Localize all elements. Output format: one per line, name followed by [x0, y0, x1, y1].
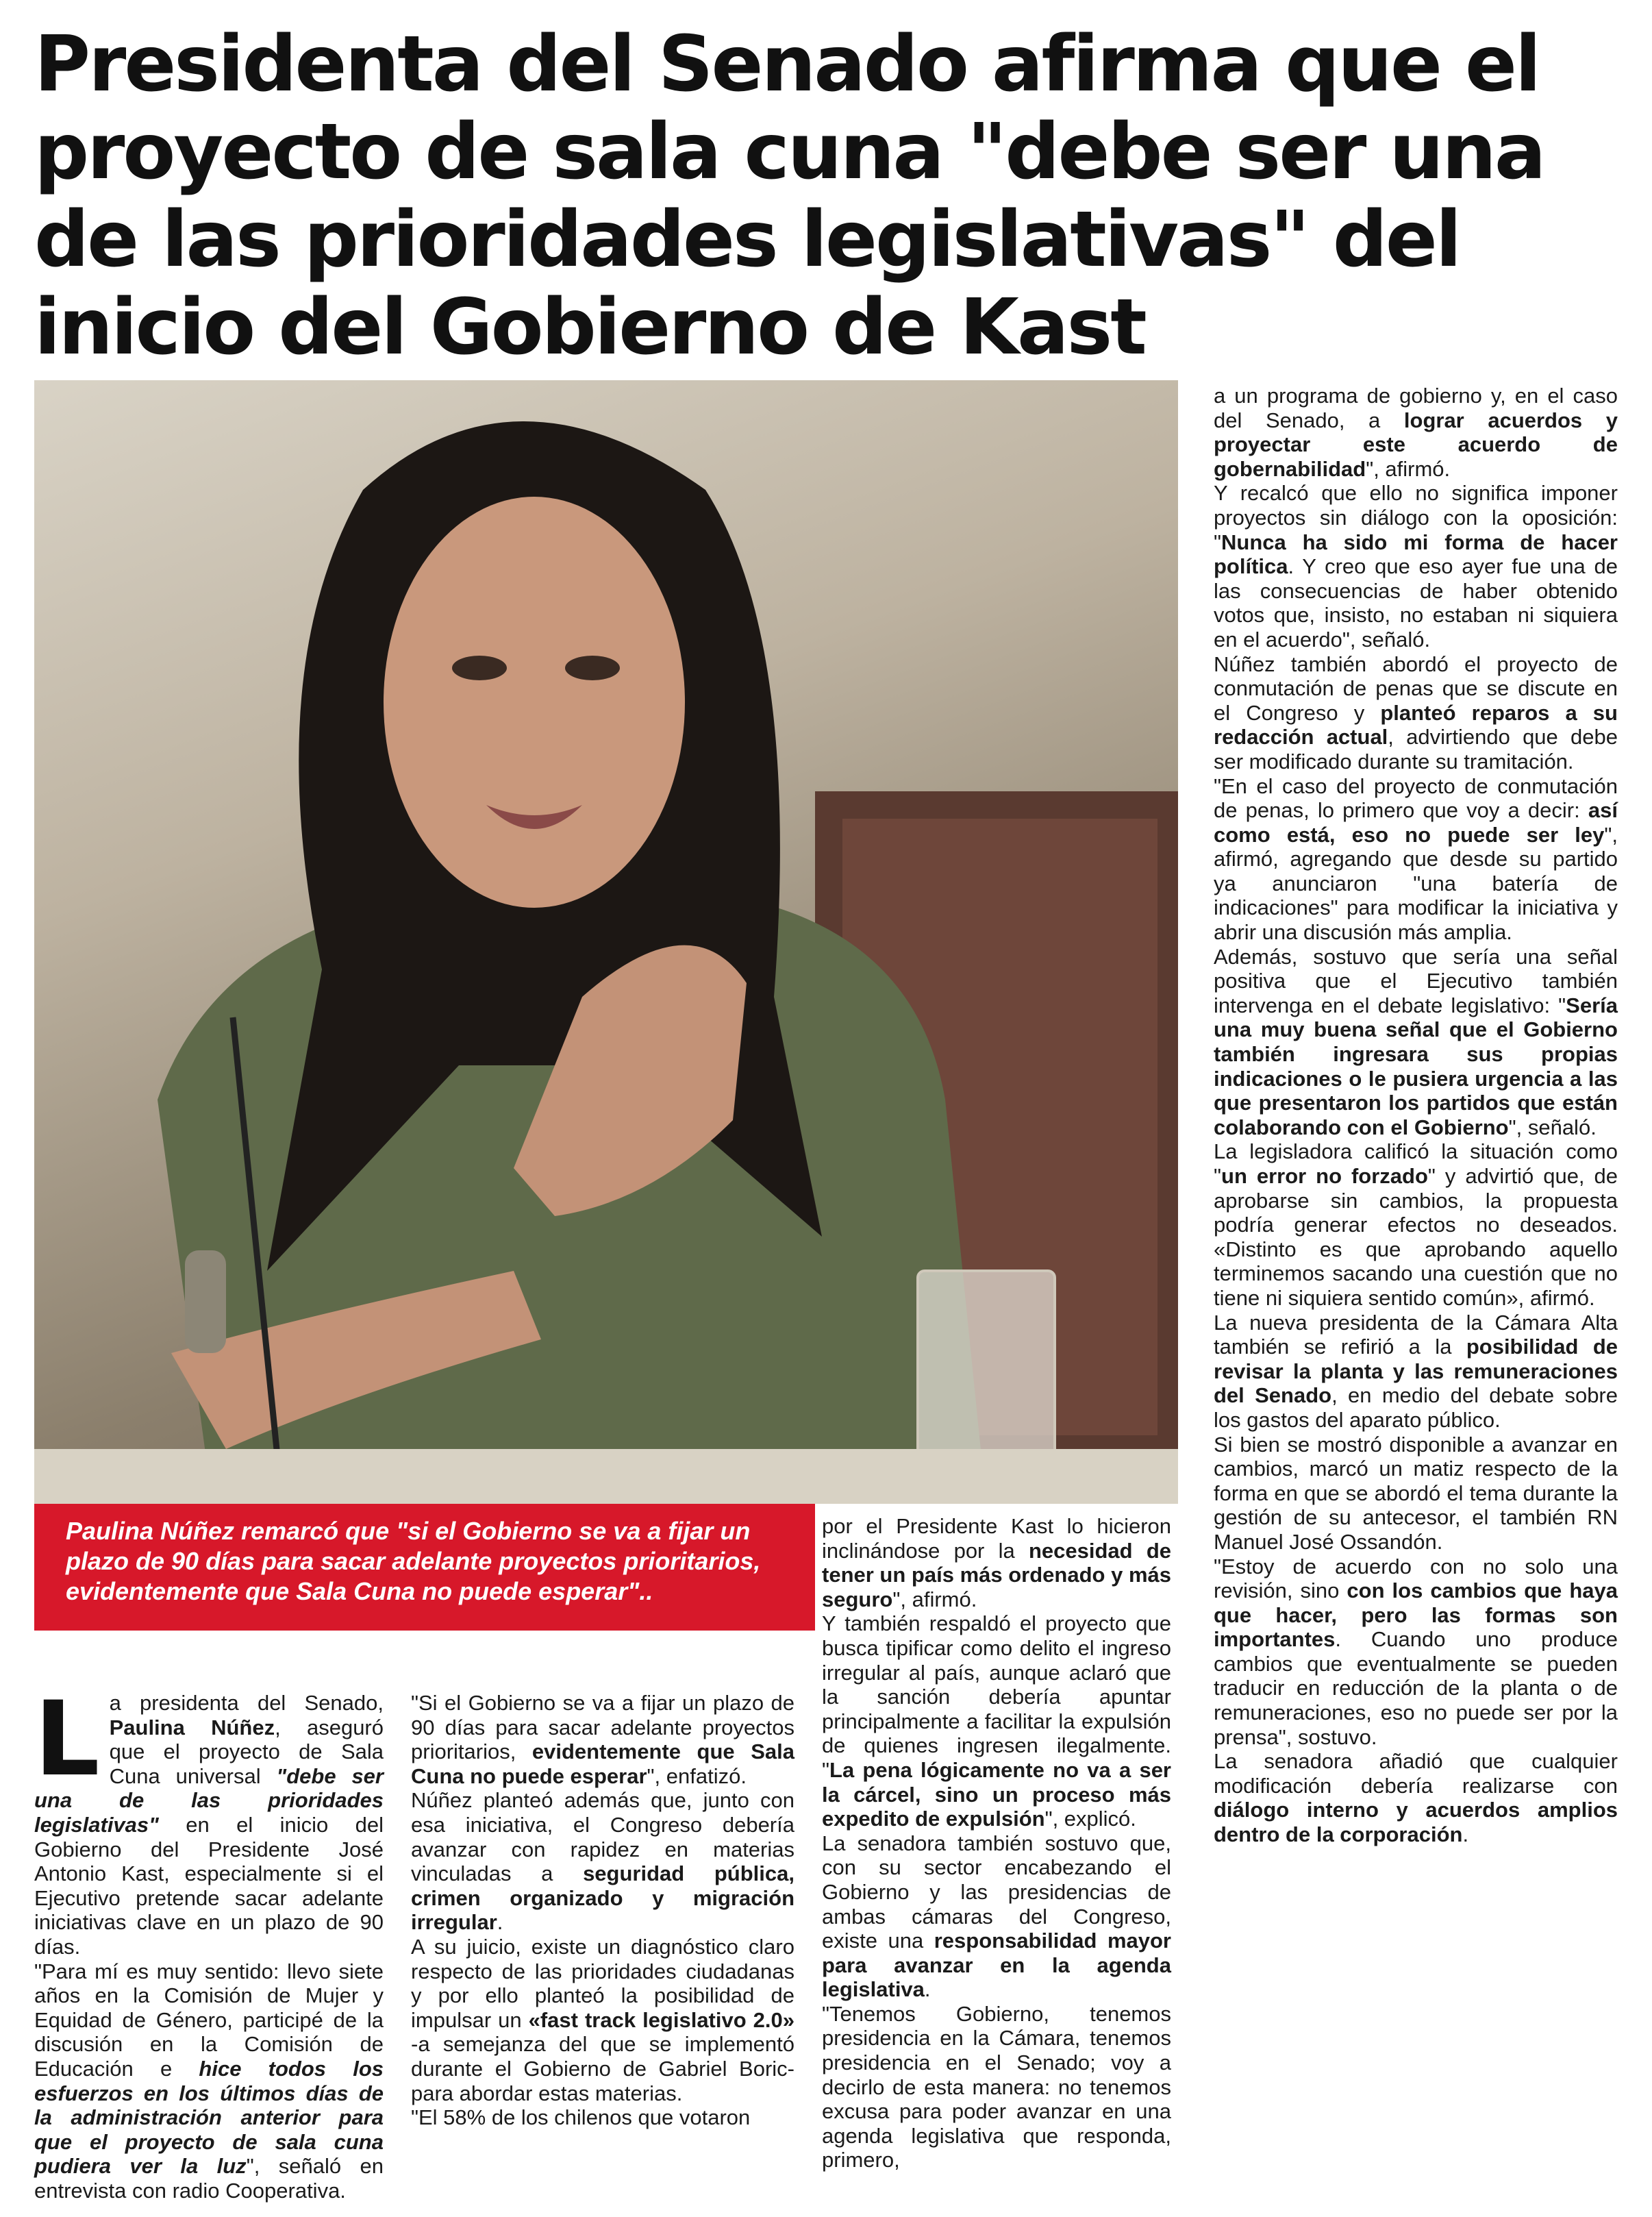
- emphasis-text: «fast track legislativo 2.0»: [528, 2007, 794, 2032]
- paragraph: [822, 1831, 1171, 2002]
- paragraph: [411, 1691, 794, 1788]
- body-text: , advirtiendo que debe ser modificado durante su tramitación.: [1214, 725, 1618, 773]
- paragraph: [1214, 945, 1618, 1140]
- left-eye: [452, 656, 507, 680]
- body-text: a presidenta del Senado,: [109, 1691, 384, 1715]
- body-text: " y advirtió que, de aprobarse sin cambios, la propuesta podría generar efectos no deseados. «Distinto es que aprobando aquello terminemos sacando una cuestión que no tiene ni siquiera sentido común», afirmó.: [1214, 1164, 1618, 1310]
- emphasis-text: así como está, eso no puede ser ley: [1214, 798, 1618, 847]
- paragraph: [1214, 1555, 1618, 1750]
- body-text: .: [1462, 1822, 1469, 1847]
- paragraph: [34, 1959, 384, 2203]
- emphasis-text: responsabilidad mayor para avanzar en la agenda legislativa: [822, 1929, 1171, 2002]
- column-2-text: [411, 1691, 794, 2130]
- right-eye: [565, 656, 620, 680]
- body-text: "Tenemos Gobierno, tenemos presidencia en la Cámara, tenemos presidencia en el Senado; voy a decirlo de esta manera: no tenemos excusa para poder avanzar en una agenda legislativa que responda, primero,: [822, 2001, 1171, 2172]
- emphasis-text: planteó reparos a su redacción actual: [1214, 700, 1618, 750]
- emphasis-text: Paulina Núñez: [109, 1715, 275, 1739]
- paragraph: [822, 1514, 1171, 1611]
- emphasis-text: seguridad pública, crimen organizado y migración irregular: [411, 1861, 794, 1935]
- body-text: Y recalcó que ello no significa imponer proyectos sin diálogo con la oposición: ": [1214, 481, 1618, 554]
- body-text: La nueva presidenta de la Cámara Alta también se refirió a la: [1214, 1310, 1618, 1359]
- body-text: La legisladora calificó la situación como ": [1214, 1139, 1618, 1188]
- body-text: Núñez también abordó el proyecto de conmutación de penas que se discute en el Congreso y: [1214, 652, 1618, 725]
- article-column-3: [822, 1514, 1171, 2172]
- water-glass: [918, 1271, 1055, 1476]
- emphasis-text: diálogo interno y acuerdos amplios dentro de la corporación: [1214, 1798, 1618, 1847]
- senator-photo: [34, 380, 1178, 1504]
- column-4-text: [1214, 384, 1618, 1847]
- body-text: ", afirmó, agregando que desde su partido ya anunciaron "una batería de indicaciones" para modificar la iniciativa y abrir una discusión más amplia.: [1214, 822, 1618, 945]
- emphasis-text: La pena lógicamente no va a ser la cárcel, sino un proceso más expedito de expulsión: [822, 1757, 1171, 1831]
- article-column-4: [1214, 384, 1618, 1847]
- body-text: .: [924, 1977, 931, 2002]
- body-text: ", enfatizó.: [647, 1763, 747, 1788]
- body-text: Núñez planteó además que, junto con esa iniciativa, el Congreso debería avanzar con rapidez en materias vinculadas a: [411, 1788, 794, 1886]
- body-text: A su juicio, existe un diagnóstico claro respecto de las prioridades ciudadanas y por ello planteó la posibilidad de impulsar un: [411, 1934, 794, 2032]
- emphasis-text: "debe ser una de las prioridades legislativas": [34, 1763, 384, 1837]
- emphasis-text: con los cambios que haya que hacer, pero las formas son importantes: [1214, 1578, 1618, 1652]
- paragraph: [1214, 1139, 1618, 1310]
- body-text: ", señaló.: [1508, 1115, 1597, 1139]
- body-text: ", señaló en entrevista con radio Cooperativa.: [34, 2154, 384, 2203]
- headline: Presidenta del Senado afirma que el proyecto de sala cuna "debe ser una de las prioridades legislativas" del inicio del Gobierno de Kast: [34, 20, 1544, 372]
- body-text: ", afirmó.: [892, 1587, 977, 1611]
- body-text: La senadora también sostuvo que, con su sector encabezando el Gobierno y las presidencias de ambas cámaras del Congreso, existe una: [822, 1831, 1171, 1953]
- body-text: . Cuando uno produce cambios que eventualmente se pueden traducir en reducción de la planta o de remuneraciones, eso no puede ser por la prensa", sostuvo.: [1214, 1627, 1618, 1749]
- body-text: ", afirmó.: [1366, 456, 1451, 481]
- emphasis-text: evidentemente que Sala Cuna no puede esperar: [411, 1739, 795, 1788]
- desk: [34, 1449, 1178, 1504]
- article-column-1: [34, 1680, 384, 2203]
- body-text: Y también respaldó el proyecto que busca tipificar como delito el ingreso irregular al país, aunque aclaró que la sanción debería apuntar principalmente a facilitar la expulsión de quienes ingresen ilegalmente. ": [822, 1611, 1171, 1782]
- paragraph: [1214, 1749, 1618, 1846]
- emphasis-text: hice todos los esfuerzos en los últimos días de la administración anterior para que el proyecto de sala cuna pudiera ver la luz: [34, 2056, 384, 2179]
- body-text: La senadora añadió que cualquier modificación debería realizarse con: [1214, 1749, 1618, 1798]
- paragraph: [411, 1788, 794, 1935]
- paragraph: [1214, 1311, 1618, 1433]
- paragraph: [1214, 652, 1618, 774]
- body-text: Además, sostuvo que sería una señal positiva que el Ejecutivo también intervenga en el debate legislativo: ": [1214, 944, 1618, 1017]
- paragraph: [822, 1611, 1171, 1831]
- body-text: "Estoy de acuerdo con no solo una revisión, sino: [1214, 1554, 1618, 1603]
- paragraph: [822, 2002, 1171, 2172]
- body-text: a un programa de gobierno y, en el caso del Senado, a: [1214, 384, 1618, 432]
- drop-cap: L: [34, 1680, 100, 1799]
- body-text: .: [497, 1910, 503, 1935]
- column-3-text: [822, 1514, 1171, 2172]
- senator-photo-illustration: [34, 380, 1178, 1504]
- body-text: en el inicio del Gobierno del Presidente José Antonio Kast, especialmente si el Ejecutivo pretende sacar adelante iniciativas clave en un plazo de 90 días.: [34, 1812, 384, 1959]
- body-text: "En el caso del proyecto de conmutación de penas, lo primero que voy a decir:: [1214, 773, 1618, 823]
- body-text: "Si el Gobierno se va a fijar un plazo de 90 días para sacar adelante proyectos prioritarios,: [411, 1691, 794, 1764]
- emphasis-text: un error no forzado: [1221, 1164, 1428, 1188]
- body-text: , en medio del debate sobre los gastos del aparato público.: [1214, 1383, 1618, 1432]
- paragraph: [1214, 1433, 1618, 1555]
- article-column-2: [411, 1691, 794, 2130]
- paragraph: [1214, 774, 1618, 945]
- paragraph: [411, 2105, 794, 2130]
- body-text: ", explicó.: [1044, 1807, 1136, 1831]
- emphasis-text: Nunca ha sido mi forma de hacer política: [1214, 530, 1618, 579]
- emphasis-text: posibilidad de revisar la planta y las remuneraciones del Senado: [1214, 1335, 1618, 1408]
- body-text: por el Presidente Kast lo hicieron inclinándose por la: [822, 1514, 1171, 1563]
- paragraph: [411, 1935, 794, 2105]
- paragraph: [1214, 481, 1618, 652]
- body-text: "Para mí es muy sentido: llevo siete años en la Comisión de Mujer y Equidad de Género, participé de la discusión en la Comisión de Educación e: [34, 1959, 384, 2081]
- photo-caption: Paulina Núñez remarcó que "si el Gobierno se va a fijar un plazo de 90 días para sacar adelante proyectos prioritarios, evidentemente que Sala Cuna no puede esperar"..: [34, 1504, 815, 1631]
- paragraph: [1214, 384, 1618, 481]
- body-text: "El 58% de los chilenos que votaron: [411, 2105, 751, 2130]
- bracelet: [185, 1250, 226, 1353]
- body-text: . Y creo que eso ayer fue una de las consecuencias de haber obtenido votos que, insisto, no estaban ni siquiera en el acuerdo", señaló.: [1214, 554, 1618, 652]
- body-text: -a semejanza del que se implementó durante el Gobierno de Gabriel Boric- para abordar estas materias.: [411, 2032, 794, 2105]
- emphasis-text: necesidad de tener un país más ordenado y más seguro: [822, 1538, 1171, 1611]
- face: [384, 497, 685, 908]
- emphasis-text: lograr acuerdos y proyectar este acuerdo de gobernabilidad: [1214, 408, 1618, 481]
- body-text: , aseguró que el proyecto de Sala Cuna universal: [109, 1715, 384, 1788]
- emphasis-text: Sería una muy buena señal que el Gobierno también ingresara sus propias indicaciones o le pusiera urgencia a las que presentaron los partidos que están colaborando con el Gobierno: [1214, 993, 1618, 1139]
- body-text: Si bien se mostró disponible a avanzar en cambios, marcó un matiz respecto de la forma en que se abordó el tema durante la gestión de su antecesor, el también RN Manuel José Ossandón.: [1214, 1432, 1618, 1554]
